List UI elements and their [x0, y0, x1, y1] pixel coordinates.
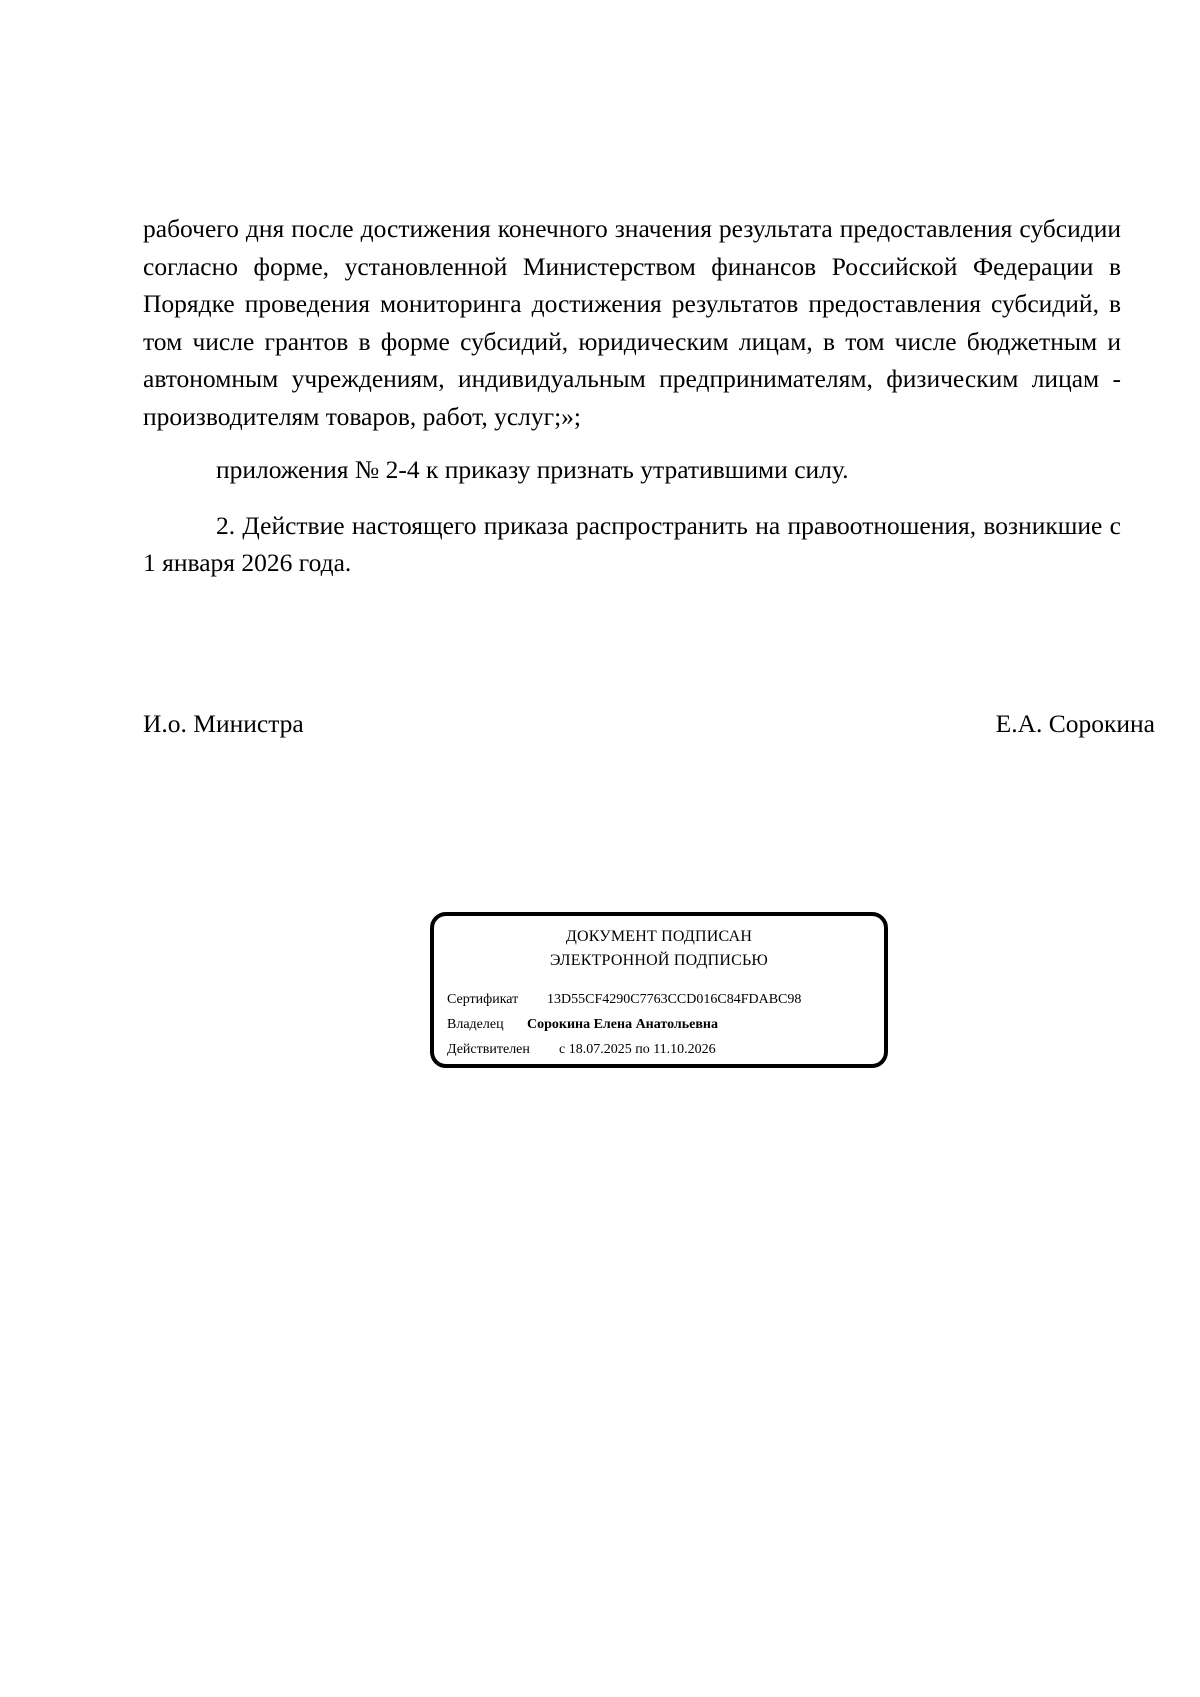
- owner-value: Сорокина Елена Анатольевна: [527, 1017, 718, 1032]
- certificate-label: Сертификат: [447, 992, 519, 1007]
- stamp-certificate-row: [447, 987, 801, 1012]
- stamp-title-line-1: ДОКУМЕНТ ПОДПИСАН: [565, 928, 753, 945]
- owner-label: Владелец: [447, 1017, 504, 1032]
- electronic-signature-stamp: [430, 912, 888, 1068]
- paragraph-annexes-void: приложения № 2-4 к приказу признать утратившими силу.: [216, 455, 849, 484]
- paragraph-continuation: рабочего дня после достижения конечного значения результата предоставления субсидии согласно форме, установленной Министерством финансов Российской Федерации в Порядке проведения мониторинга достижения результатов предоставления субсидий, в том числе грантов в форме субсидий, юридическим лицам, в том числе бюджетным и автономным учреждениям, индивидуальным предпринимателям, физическим лицам - производителям товаров, работ, услуг;»;: [143, 214, 1121, 431]
- stamp-details: [447, 987, 801, 1062]
- validity-label: Действителен: [447, 1042, 530, 1057]
- stamp-validity-row: [447, 1037, 801, 1062]
- stamp-title: [434, 925, 884, 973]
- validity-value: с 18.07.2025 по 11.10.2026: [559, 1042, 716, 1057]
- certificate-value: 13D55CF4290C7763CCD016C84FDABC98: [547, 992, 802, 1007]
- signatory-position: И.о. Министра: [143, 709, 304, 738]
- stamp-owner-row: [447, 1012, 801, 1037]
- paragraph-effective-date: 2. Действие настоящего приказа распространить на правоотношения, возникшие с 1 января 2026 года.: [143, 510, 1121, 577]
- signatory-name: Е.А. Сорокина: [995, 709, 1155, 738]
- document-body: [143, 210, 1121, 582]
- signature-block: [143, 705, 1155, 743]
- stamp-title-line-2: ЭЛЕКТРОННОЙ ПОДПИСЬЮ: [549, 952, 769, 969]
